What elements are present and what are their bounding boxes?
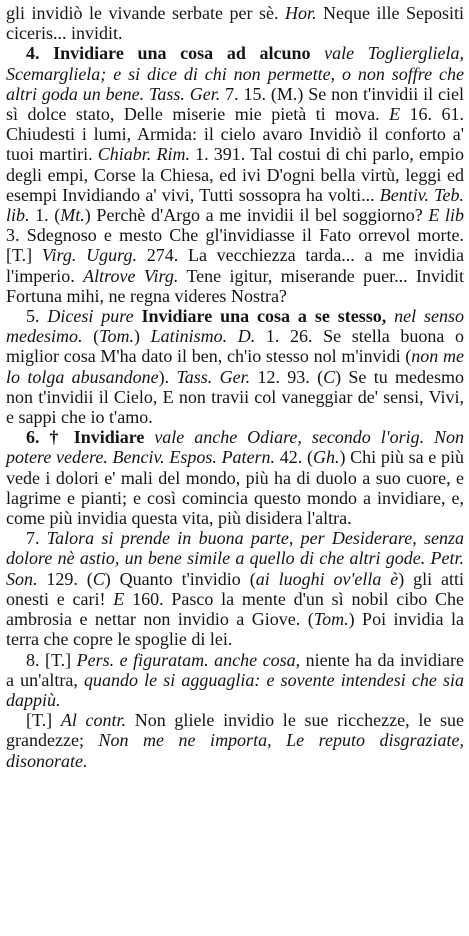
headword-sense-6: 6. † Invidiare <box>26 427 145 448</box>
text-run: ) Chi più sa e più vede i dolori e' mali del mondo, più ha di duolo a suo cuore, e lagrime e pianti; e così comincia questo mondo a invidiare, e, come più invidia questa vita, più disidera l'altra. <box>6 447 464 529</box>
text-run: 129. ( <box>37 568 93 589</box>
citation: Latinismo. D. <box>150 326 256 347</box>
text-run: Neque ille Sepositi ciceris... invidit. <box>6 3 465 44</box>
citation: Tom. <box>313 609 349 630</box>
text-run: 12. 93. ( <box>250 366 324 387</box>
citation: C <box>323 366 336 387</box>
citation: Gh. <box>312 447 340 468</box>
text-run: ) Quanto t'invidio ( <box>104 568 256 589</box>
citation: Hor. <box>284 3 317 23</box>
text-run: 160. Pasco la mente d'un sì nobil cibo Che ambrosia e nettar non invidio a Giove. ( <box>6 588 465 630</box>
intro-paragraph <box>6 3 464 43</box>
citation: E <box>113 588 125 609</box>
headword-sense-4: 4. Invidiare una cosa ad alcuno <box>26 43 311 64</box>
text-run: ( <box>82 326 100 347</box>
definition-sense-4: vale Toglierglielа, Scemarglielа; e si dice di chi non permette, o non soffre che altri goda un bene. Tass. Ger. <box>6 43 464 104</box>
gloss: non me lo tolga abusandone <box>6 346 464 387</box>
text-run: ) Perchè d'Argo a me invidii il bel soggiorno? <box>84 205 429 226</box>
text-run: ) gli atti onesti e cari! <box>6 568 464 609</box>
text-run: ) Poi invidia la terra che copre le spoglie di lei. <box>6 609 464 650</box>
text-run: 1. 26. Se stella buona o miglior cosa M'ha dato il ben, ch'io stesso nol m'invidi ( <box>6 326 464 367</box>
citation: Chiabr. Rim. <box>97 144 190 165</box>
citation: Tom. <box>99 326 134 347</box>
citation: Altrove Virg. <box>83 265 179 286</box>
text-run: 1. 391. Tal costui di chi parlo, empio degli empi, Corse la Chiesa, ed ivi D'ogni bella virtù, leggi ed esempi Invidiando a' vivi, Tutti sossopra ha volti... <box>6 144 465 205</box>
text-run: Non gliele invidio le sue ricchezze, le sue grandezze; <box>6 710 464 751</box>
gloss: ai luoghi ov'ella è <box>255 568 399 589</box>
citation: Bentiv. Teb. lib. <box>6 184 464 226</box>
citation: E lib <box>428 205 465 226</box>
text-run: [T.] <box>26 710 61 731</box>
text-run: 274. La vecchiezza tarda... a me invidia l'imperio. <box>6 245 464 286</box>
text-run: ). <box>158 366 177 387</box>
text-run: ) Se tu medesmo non t'invidii il Cielo, E non travii col vaneggiar de' sensi, Vivi, e sappi che io t'amo. <box>6 366 464 428</box>
sense-6-paragraph <box>6 427 464 528</box>
definition-sense-5: Dicesi pure <box>47 306 134 327</box>
text-run: 3. Sdegnoso e mesto Che gl'invidiasse il Fato orrevol morte. [T.] <box>6 225 464 266</box>
definition-sense-8: quando le si agguaglia: e sovente intendesi che sia dappiù. <box>6 669 464 710</box>
sense-8-paragraph <box>6 650 464 711</box>
text-run: ) <box>133 326 151 347</box>
text-run: 16. 61. Chiudesti i lumi, Armida: il cielo avaro Invidiò il conforto a' tuoi martiri. <box>6 104 465 165</box>
text-run: 5. <box>26 306 48 327</box>
text-run: Tene igitur, miserande puer... Invidit Fortuna mihi, ne regna videres Nostra? <box>6 265 465 306</box>
sense-5-paragraph <box>6 306 464 427</box>
citation: E <box>389 104 401 125</box>
text-run: 7. <box>26 528 47 549</box>
definition-sense-5: nel senso medesimo. <box>6 306 465 347</box>
sense-7-paragraph <box>6 528 464 649</box>
al-contr-paragraph <box>6 710 464 771</box>
citation: Virg. Ugurg. <box>41 245 137 266</box>
text-run: 42. ( <box>275 447 313 468</box>
sense-4-paragraph <box>6 43 464 306</box>
text-run: 7. 15. (M.) Se non t'invidii il ciel sì dolce stato, Delle miserie mie pietà ti mova. <box>6 83 464 125</box>
text-run: 1. ( <box>29 205 61 226</box>
citation: Tass. Ger. <box>176 366 251 387</box>
definition-sense-8: Pers. e figuratam. anche cosa, <box>76 649 301 670</box>
label-al-contr: Al contr. <box>60 710 127 731</box>
definition-sense-7: Talora si prende in buona parte, per Desiderare, senza dolore nè astio, un bene simile a quello di che altri gode. Petr. Son. <box>6 528 464 589</box>
text-run: gli invidiò le vivande serbate per sè. <box>6 3 285 23</box>
text-run: 8. [T.] <box>26 649 77 670</box>
gloss: Non me ne importa, Le reputo disgraziate, disonorate. <box>6 730 464 771</box>
headword-sense-5: Invidiare una cosa a se stesso, <box>133 306 387 327</box>
citation: Mt. <box>60 205 85 226</box>
definition-sense-6: vale anche Odiare, secondo l'orig. Non potere vedere. Benciv. Espos. Patern. <box>6 427 464 468</box>
citation: C <box>92 568 105 589</box>
text-run: niente ha da invidiare a un'altra, <box>6 649 465 690</box>
